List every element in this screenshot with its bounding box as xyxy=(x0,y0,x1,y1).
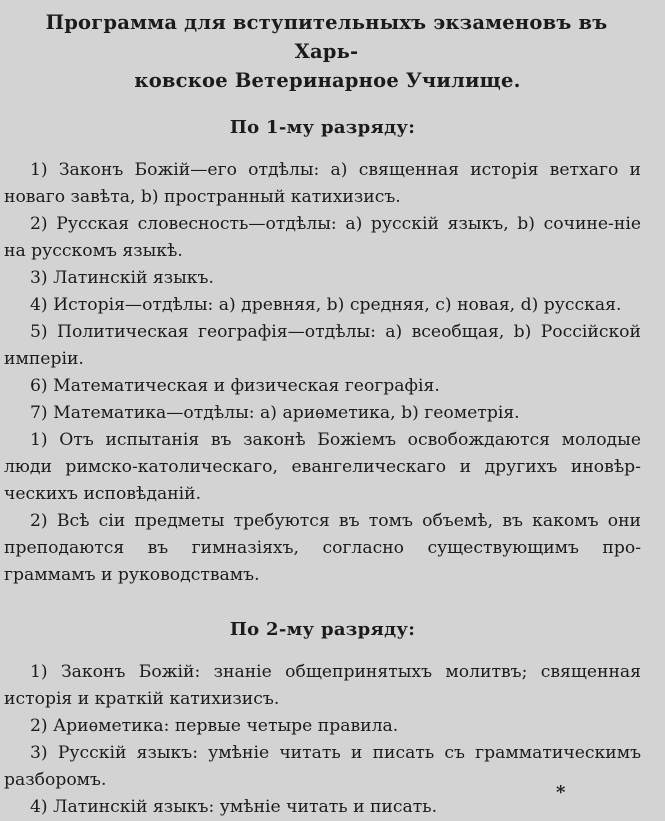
item-text: 2) Русская словесность—отдѣлы: a) русскій языкъ, b) сочине-ніе на русскомъ языкѣ. xyxy=(4,214,641,261)
list-item xyxy=(4,157,641,211)
item-text: 3) Русскій языкъ: умѣніе читать и писать съ грамматическимъ разборомъ. xyxy=(4,743,641,790)
list-item xyxy=(4,713,641,740)
list-item xyxy=(4,400,641,427)
list-item xyxy=(4,794,641,821)
item-text: 1) Законъ Божій—его отдѣлы: a) священная исторія ветхаго и новаго завѣта, b) пространный катихизисъ. xyxy=(4,160,641,207)
item-text: 5) Политическая географія—отдѣлы: a) всеобщая, b) Россійской имперіи. xyxy=(4,322,641,369)
list-item xyxy=(4,265,641,292)
list-item xyxy=(4,211,641,265)
item-text: 1) Отъ испытанія въ законѣ Божіемъ освобождаются молодые люди римско-католическаго, евангелическаго и другихъ иновѣр-ческихъ исповѣданій. xyxy=(4,430,641,504)
list-item xyxy=(4,373,641,400)
list-item xyxy=(4,427,641,508)
item-text: 6) Математическая и физическая географія. xyxy=(30,376,440,396)
title-line-1: Программа для вступительныхъ экзаменовъ въ Харь- xyxy=(45,11,608,63)
item-text: 1) Законъ Божій: знаніе общепринятыхъ молитвъ; священная исторія и краткій катихизисъ. xyxy=(4,662,641,709)
list-item xyxy=(4,740,641,794)
list-item xyxy=(4,292,641,319)
item-text: 2) Всѣ сіи предметы требуются въ томъ объемѣ, въ какомъ они преподаются въ гимназіяхъ, согласно существующимъ про-граммамъ и руководствамъ. xyxy=(4,511,641,585)
title-line-2: ковское Ветеринарное Училище. xyxy=(134,69,521,92)
item-text: 4) Исторія—отдѣлы: a) древняя, b) средняя, c) новая, d) русская. xyxy=(30,295,622,315)
item-text: 2) Ариѳметика: первые четыре правила. xyxy=(30,716,399,736)
section-2-items xyxy=(4,659,641,821)
list-item xyxy=(4,508,641,589)
section-1-items xyxy=(4,157,641,589)
list-item xyxy=(4,659,641,713)
document-title xyxy=(4,8,641,95)
list-item xyxy=(4,319,641,373)
footnote-mark: * xyxy=(556,782,566,803)
item-text: 4) Латинскій языкъ: умѣніе читать и писать. xyxy=(30,797,438,817)
section-2-heading: По 2-му разряду: xyxy=(229,619,416,640)
item-text: 3) Латинскій языкъ. xyxy=(30,268,214,288)
section-1-heading: По 1-му разряду: xyxy=(229,117,416,138)
item-text: 7) Математика—отдѣлы: a) ариѳметика, b) геометрія. xyxy=(30,403,520,423)
